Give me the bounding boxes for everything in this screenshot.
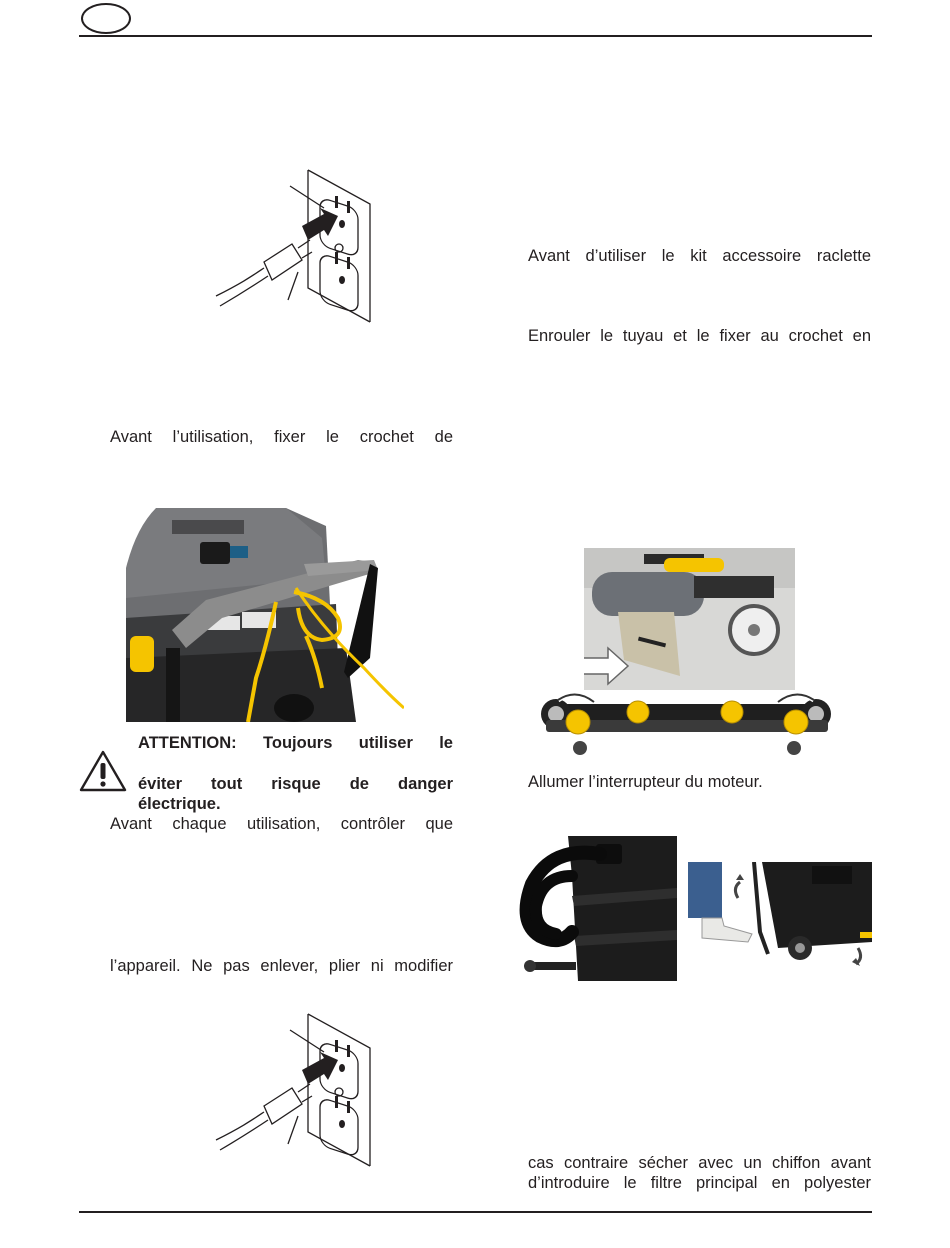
outlet-plug-illustration-top <box>212 168 374 324</box>
warning-icon <box>78 749 128 793</box>
header-badge <box>81 3 131 34</box>
header-rule <box>79 35 872 37</box>
right-para-5: d’introduire le filtre principal en polyester <box>528 1174 871 1192</box>
right-para-2: Enrouler le tuyau et le fixer au crochet en <box>528 327 871 345</box>
vacuum-cord-hook-photo <box>126 508 404 722</box>
warning-line-2: éviter tout risque de danger <box>138 775 453 793</box>
right-para-4: cas contraire sécher avec un chiffon avant <box>528 1154 871 1172</box>
left-para-2: Avant chaque utilisation, contrôler que <box>110 815 453 833</box>
footer-rule <box>79 1211 872 1213</box>
left-para-3: l’appareil. Ne pas enlever, plier ni modifier <box>110 957 453 975</box>
warning-line-3: électrique. <box>138 795 221 813</box>
outlet-plug-illustration-bottom <box>212 1012 374 1168</box>
squeegee-mount-photo <box>584 548 795 690</box>
right-para-1: Avant d’utiliser le kit accessoire raclette <box>528 247 871 265</box>
right-para-3: Allumer l’interrupteur du moteur. <box>528 773 763 791</box>
squeegee-bar-illustration <box>536 690 836 760</box>
left-para-1: Avant l’utilisation, fixer le crochet de <box>110 428 453 446</box>
hose-wrap-photo <box>512 836 677 981</box>
warning-line-1: ATTENTION: Toujours utiliser le <box>138 734 453 752</box>
foot-tilt-photo <box>688 862 872 967</box>
